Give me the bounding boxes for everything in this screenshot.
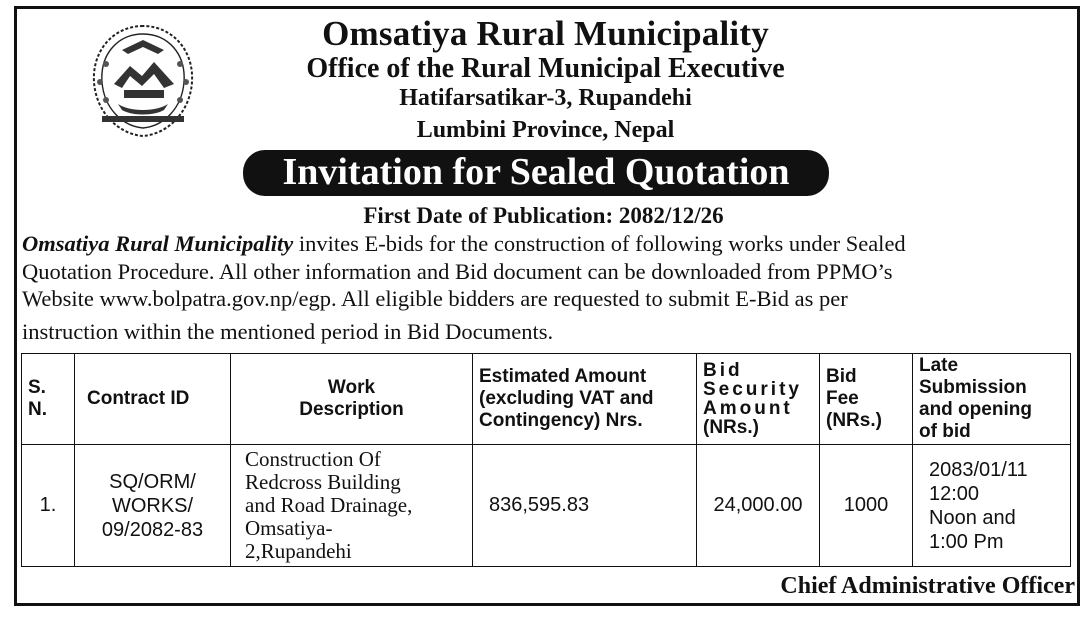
header-text: Description (299, 399, 404, 420)
header-text: (excluding VAT and (479, 388, 654, 409)
header-contract-id (75, 354, 231, 445)
cell-text: and Road Drainage, (245, 493, 413, 517)
office-address: Hatifarsatikar-3, Rupandehi (399, 85, 692, 111)
cell-text: Omsatiya- (245, 516, 333, 540)
notice-line: Quotation Procedure. All other information and Bid document can be downloaded from PPMO’s (22, 258, 893, 284)
header-text: Contingency) Nrs. (479, 410, 643, 431)
cell-text: WORKS/ (111, 494, 194, 517)
cell-work-description (231, 445, 473, 567)
header-text: Bid (826, 366, 857, 387)
header-text: Late (919, 355, 959, 376)
cell-text: Noon and (929, 506, 1016, 529)
bid-table (21, 353, 1071, 567)
cell-text: Construction Of (245, 447, 381, 471)
header-text: Fee (826, 388, 859, 409)
cell-text: SQ/ORM/ (109, 470, 196, 493)
header-text: S. (28, 377, 46, 398)
cell-sn: 1. (22, 445, 75, 567)
notice-line-text: invites E-bids for the construction of following works under Sealed (293, 231, 906, 256)
header-text: and opening (919, 399, 1032, 420)
notice-line (22, 230, 1082, 258)
cell-estimated-amount: 836,595.83 (473, 445, 697, 567)
cell-bid-security: 24,000.00 (697, 445, 820, 567)
header-text: Submission (919, 377, 1027, 398)
header-text: Work (327, 377, 376, 398)
header-estimated-amount (473, 354, 697, 445)
header-text: (NRs.) (826, 410, 882, 431)
cell-late-submission (913, 445, 1071, 567)
notice-lead: Omsatiya Rural Municipality (22, 231, 294, 256)
notice-title-banner: Invitation for Sealed Quotation (243, 150, 829, 196)
table-row (22, 445, 1071, 567)
header-text: N. (28, 399, 47, 420)
header-text: (NRs.) (703, 417, 759, 438)
header-bid-fee (820, 354, 913, 445)
header-text: Bid (703, 360, 743, 381)
cell-text: Redcross Building (245, 470, 401, 494)
header-text: of bid (919, 421, 971, 442)
cell-bid-fee: 1000 (820, 445, 913, 567)
cell-text: 12:00 (929, 482, 980, 505)
table-header-row (22, 354, 1071, 445)
notice-paragraph (22, 230, 1082, 345)
header-late-submission (913, 354, 1071, 445)
office-province: Lumbini Province, Nepal (416, 117, 675, 143)
header-work-description (231, 354, 473, 445)
signatory-title: Chief Administrative Officer (780, 573, 1075, 599)
office-name: Office of the Rural Municipal Executive (306, 53, 785, 84)
notice-line: Website www.bolpatra.gov.np/egp. All eligible bidders are requested to submit E-Bid as per (22, 286, 848, 311)
cell-text: 09/2082-83 (101, 518, 204, 541)
cell-contract-id (75, 445, 231, 567)
publication-date: First Date of Publication: 2082/12/26 (363, 203, 724, 228)
header-text: Estimated Amount (479, 366, 647, 387)
header-text: Contract ID (87, 388, 190, 409)
header-sn (22, 354, 75, 445)
header-text: Security (703, 379, 802, 400)
notice-line: instruction within the mentioned period in Bid Documents. (22, 318, 554, 344)
cell-text: 2,Rupandehi (245, 539, 352, 563)
municipality-name: Omsatiya Rural Municipality (322, 14, 769, 53)
cell-text: 2083/01/11 (929, 458, 1028, 481)
header-text: Amount (703, 398, 793, 419)
header-bid-security (697, 354, 820, 445)
cell-text: 1:00 Pm (929, 530, 1004, 553)
